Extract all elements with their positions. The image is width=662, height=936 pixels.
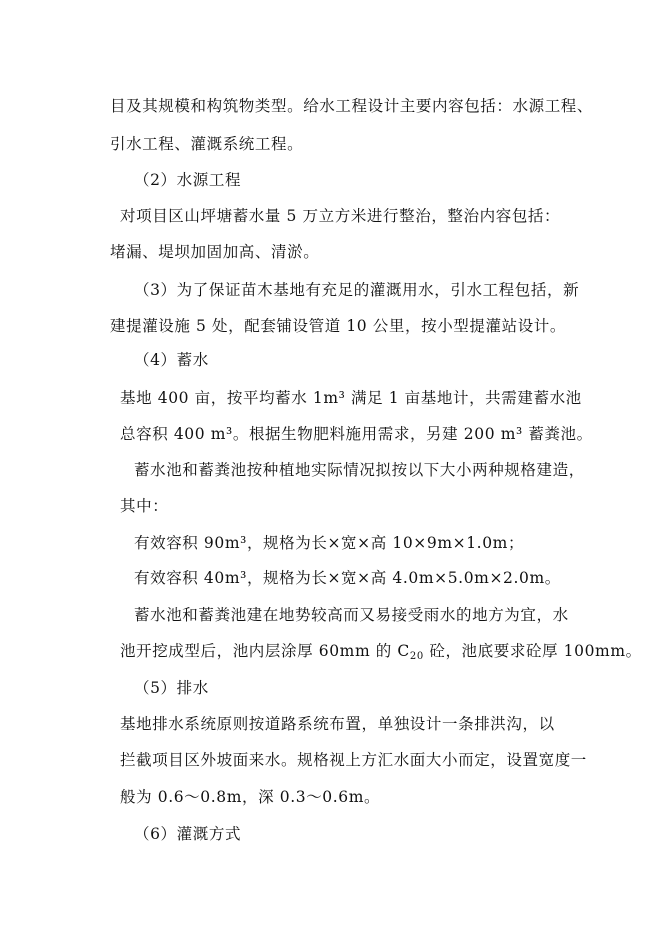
- paragraph-line: 蓄水池和蓄粪池按种植地实际情况拟按以下大小两种规格建造，: [134, 461, 585, 479]
- text-segment: 砼，池底要求砼厚 100mm。: [423, 642, 642, 660]
- paragraph-line: 般为 0.6～0.8m，深 0.3～0.6m。: [120, 788, 381, 806]
- paragraph-line: 基地排水系统原则按道路系统布置，单独设计一条排洪沟，以: [120, 715, 555, 733]
- paragraph-line: 基地 400 亩，按平均蓄水 1m³ 满足 1 亩基地计，共需建蓄水池: [120, 389, 582, 407]
- paragraph-line: 目及其规模和构筑物类型。给水工程设计主要内容包括：水源工程、: [110, 97, 594, 115]
- paragraph-line-with-subscript: [120, 641, 642, 661]
- paragraph-line: 有效容积 40m³，规格为长×宽×高 4.0m×5.0m×2.0m。: [134, 569, 561, 587]
- paragraph-line: 总容积 400 m³。根据生物肥料施用需求，另建 200 m³ 蓄粪池。: [120, 425, 593, 443]
- text-segment: 池开挖成型后，池内层涂厚 60mm 的 C: [120, 642, 410, 660]
- paragraph-line: 蓄水池和蓄粪池建在地势较高而又易接受雨水的地方为宜，水: [134, 606, 569, 624]
- subscript: 20: [409, 651, 424, 662]
- paragraph-line: （3）为了保证苗木基地有充足的灌溉用水，引水工程包括，新: [134, 281, 580, 299]
- section-heading: （4）蓄水: [134, 351, 209, 369]
- paragraph-line: 建提灌设施 5 处，配套铺设管道 10 公里，按小型提灌站设计。: [110, 317, 566, 335]
- section-heading: （5）排水: [134, 679, 209, 697]
- section-heading: （2）水源工程: [134, 171, 242, 189]
- paragraph-line: 对项目区山坪塘蓄水量 5 万立方米进行整治，整治内容包括：: [120, 207, 561, 225]
- section-heading: （6）灌溉方式: [134, 825, 242, 843]
- paragraph-line: 堵漏、堤坝加固加高、清淤。: [110, 243, 320, 261]
- paragraph-line: 拦截项目区外坡面来水。规格视上方汇水面大小而定，设置宽度一: [120, 751, 587, 769]
- paragraph-line: 引水工程、灌溉系统工程。: [110, 135, 304, 153]
- paragraph-line: 有效容积 90m³，规格为长×宽×高 10×9m×1.0m；: [134, 534, 525, 552]
- paragraph-line: 其中：: [120, 497, 169, 515]
